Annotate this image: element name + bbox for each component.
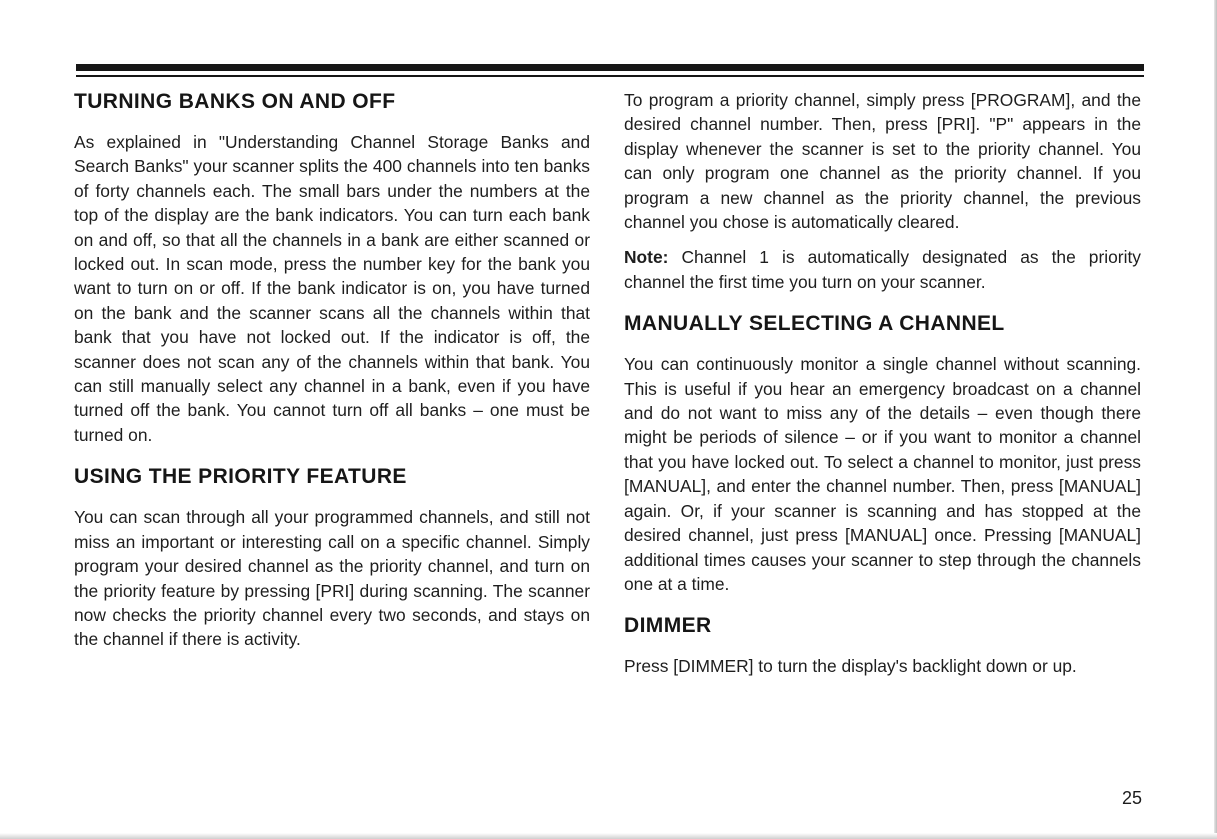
header-rule-thin bbox=[76, 75, 1144, 77]
section-title-dimmer: DIMMER bbox=[624, 614, 712, 638]
section-title-turning-banks: TURNING BANKS ON AND OFF bbox=[74, 90, 396, 113]
left-column bbox=[74, 88, 590, 652]
header-rule-thick bbox=[76, 64, 1144, 71]
section-body-manual-select: You can continuously monitor a single channel without scanning. This is useful if you hear an emergency broadcast on a channel and do not want to miss any of the details – even though there might be periods of silence – or if you want to monitor a channel that you have locked out. To select a channel to monitor, just press [MANUAL], and enter the channel number. Then, press [MANUAL] again. Or, if your scanner is scanning and has stopped at the desired channel, just press [MANUAL] once. Pressing [MANUAL] additional times causes your scanner to step through the channels one at a time. bbox=[624, 354, 1141, 594]
note-label: Note: bbox=[624, 247, 669, 268]
right-column bbox=[624, 88, 1141, 679]
note-body: Channel 1 is automatically designated as the priority channel the first time you turn on your scanner. bbox=[624, 247, 1141, 292]
section-title-manual-select: MANUALLY SELECTING A CHANNEL bbox=[624, 312, 1005, 336]
page-edge-bottom bbox=[0, 833, 1217, 839]
page-number: 25 bbox=[1121, 788, 1142, 808]
section-title-priority-feature: USING THE PRIORITY FEATURE bbox=[74, 465, 407, 489]
section-body-dimmer: Press [DIMMER] to turn the display's backlight down or up. bbox=[624, 656, 1077, 677]
priority-program-body: To program a priority channel, simply press [PROGRAM], and the desired channel number. Then, press [PRI]. "P" appears in the display whenever the scanner is set to the priority channel. You can only program one channel as the priority channel. If you program a new channel as the priority channel, the previous channel you chose is automatically cleared. bbox=[624, 90, 1141, 233]
section-body-priority-feature: You can scan through all your programmed channels, and still not miss an important or interesting call on a specific channel. Simply program your desired channel as the priority channel, and turn on the priority feature by pressing [PRI] during scanning. The scanner now checks the priority channel every two seconds, and stays on the channel if there is activity. bbox=[74, 507, 590, 650]
section-body-turning-banks: As explained in "Understanding Channel Storage Banks and Search Banks" your scanner splits the 400 channels into ten banks of forty channels each. The small bars under the numbers at the top of the display are the bank indicators. You can turn each bank on and off, so that all the channels in a bank are either scanned or locked out. In scan mode, press the number key for the bank you want to turn on or off. If the bank indicator is on, you have turned on the bank and the scanner scans all the channels within that bank that you have not locked out. If the indicator is off, the scanner does not scan any of the channels within that bank. You can still manually select any channel in a bank, even if you have turned off the bank. You cannot turn off all banks – one must be turned on. bbox=[74, 132, 590, 445]
note-paragraph bbox=[624, 245, 1141, 294]
